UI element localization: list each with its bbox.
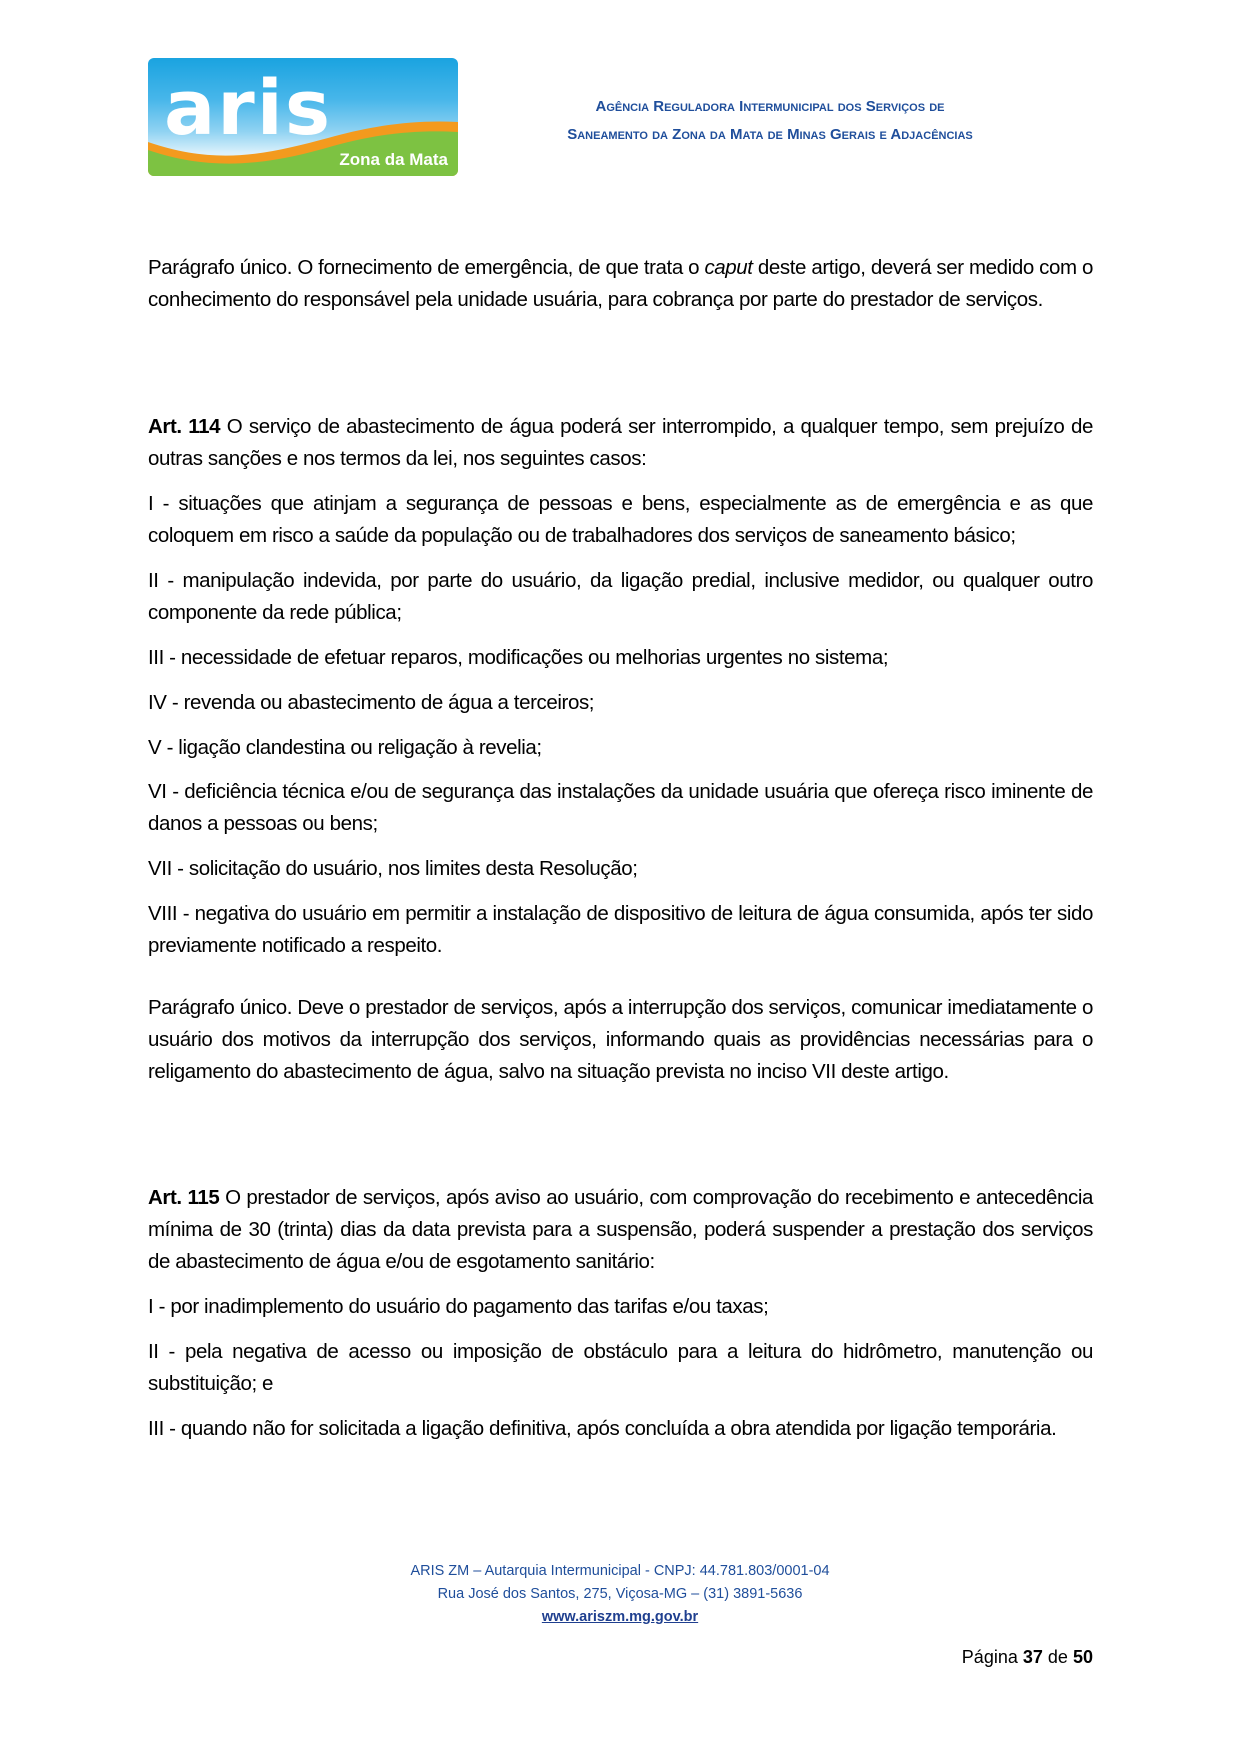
page-number: Página 37 de 50 xyxy=(961,1647,1093,1667)
art-115-item: I - por inadimplemento do usuário do pagamento das tarifas e/ou taxas; xyxy=(148,1295,769,1318)
total-pages: 50 xyxy=(1072,1647,1093,1667)
article-label: Art. 114 xyxy=(148,415,221,438)
art-114-item: III - necessidade de efetuar reparos, modificações ou melhorias urgentes no sistema; xyxy=(148,646,889,669)
paragrafo-unico-art114: Parágrafo único. Deve o prestador de serviços, após a interrupção dos serviços, comunicar imediatamente o usuário dos motivos da interrupção dos serviços, informando quais as providências necessárias para o religamento do abastecimento de água, salvo na situação prevista no inciso VII deste artigo. xyxy=(148,996,1093,1083)
logo-wordmark: aris xyxy=(164,63,333,152)
art-114-item: II - manipulação indevida, por parte do usuário, da ligação predial, inclusive medidor, ou qualquer outro componente da rede pública; xyxy=(148,569,1093,624)
footer-address-line: Rua José dos Santos, 275, Viçosa-MG – (31) 3891-5636 xyxy=(437,1586,803,1602)
paragrafo-unico-art113: Parágrafo único. O fornecimento de emergência, de que trata o caput deste artigo, deverá ser medido com o conhecimento do responsável pela unidade usuária, para cobrança por parte do prestador de serviços. xyxy=(148,256,1093,311)
art-114-item: VII - solicitação do usuário, nos limites desta Resolução; xyxy=(148,857,638,880)
art-114-item: IV - revenda ou abastecimento de água a terceiros; xyxy=(148,691,595,714)
art-114: Art. 114 O serviço de abastecimento de água poderá ser interrompido, a qualquer tempo, sem prejuízo de outras sanções e nos termos da lei, nos seguintes casos: xyxy=(148,415,1093,470)
article-label: Art. 115 xyxy=(148,1186,220,1209)
art-114-item: VIII - negativa do usuário em permitir a instalação de dispositivo de leitura de água consumida, após ter sido previamente notificado a respeito. xyxy=(148,902,1093,957)
page-footer xyxy=(300,1560,940,1629)
current-page: 37 xyxy=(1022,1647,1043,1667)
aris-logo xyxy=(148,58,458,176)
art-115: Art. 115 O prestador de serviços, após aviso ao usuário, com comprovação do recebimento e antecedência mínima de 30 (trinta) dias da data prevista para a suspensão, poderá suspender a prestação dos serviços de abastecimento de água e/ou de esgotamento sanitário: xyxy=(148,1186,1093,1273)
art-115-item: II - pela negativa de acesso ou imposição de obstáculo para a leitura do hidrômetro, manutenção ou substituição; e xyxy=(148,1340,1093,1395)
caput-term: caput xyxy=(704,256,753,279)
logo-subtitle: Zona da Mata xyxy=(339,150,448,169)
agency-name-line2: Saneamento da Zona da Mata de Minas Gerais e Adjacências xyxy=(567,126,973,143)
website-link[interactable]: www.ariszm.mg.gov.br xyxy=(541,1609,699,1625)
art-114-item: VI - deficiência técnica e/ou de segurança das instalações da unidade usuária que ofereça risco iminente de danos a pessoas ou bens; xyxy=(148,780,1093,835)
agency-name xyxy=(470,93,1070,149)
art-114-item: V - ligação clandestina ou religação à revelia; xyxy=(148,736,542,759)
art-115-item: III - quando não for solicitada a ligação definitiva, após concluída a obra atendida por ligação temporária. xyxy=(148,1417,1057,1440)
art-114-item: I - situações que atinjam a segurança de pessoas e bens, especialmente as de emergência e as que coloquem em risco a saúde da população ou de trabalhadores dos serviços de saneamento básico; xyxy=(148,492,1093,547)
agency-name-line1: Agência Reguladora Intermunicipal dos Serviços de xyxy=(595,98,945,115)
footer-org-line: ARIS ZM – Autarquia Intermunicipal - CNPJ: 44.781.803/0001-04 xyxy=(410,1563,830,1579)
